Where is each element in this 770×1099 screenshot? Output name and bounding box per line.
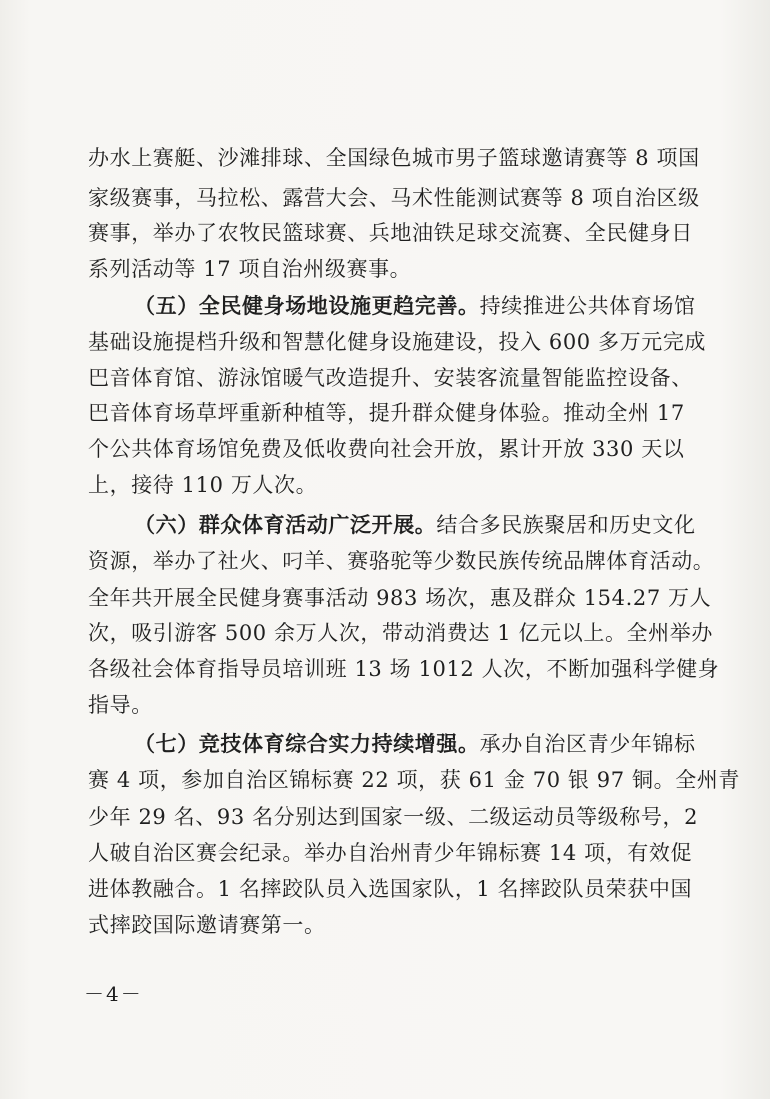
- text-line: 次，吸引游客 500 余万人次，带动消费达 1 亿元以上。全州举办: [88, 621, 713, 645]
- text-line: 各级社会体育指导员培训班 13 场 1012 人次，不断加强科学健身: [88, 657, 720, 681]
- section-heading-line: （七）竞技体育综合实力持续增强。承办自治区青少年锦标: [134, 731, 696, 756]
- text-line: 人破自治区赛会纪录。举办自治州青少年锦标赛 14 项，有效促: [88, 841, 693, 865]
- text-line: 巴音体育场草坪重新种植等，提升群众健身体验。推动全州 17: [88, 401, 685, 425]
- text-line: 个公共体育场馆免费及低收费向社会开放，累计开放 330 天以: [88, 437, 685, 461]
- text-line: 家级赛事，马拉松、露营大会、马术性能测试赛等 8 项自治区级: [88, 186, 700, 210]
- text-line: 系列活动等 17 项自治州级赛事。: [88, 257, 412, 281]
- text-line: 资源，举办了社火、叼羊、赛骆驼等少数民族传统品牌体育活动。: [88, 549, 715, 573]
- text-line: 少年 29 名、93 名分别达到国家一级、二级运动员等级称号，2: [88, 805, 699, 829]
- text-line: 进体教融合。1 名摔跤队员入选国家队，1 名摔跤队员荣获中国: [88, 877, 693, 901]
- section-heading-6: （六）群众体育活动广泛开展。: [134, 512, 437, 537]
- text-line: 式摔跤国际邀请赛第一。: [88, 913, 326, 937]
- text-line: 赛事，举办了农牧民篮球赛、兵地油铁足球交流赛、全民健身日: [88, 221, 693, 245]
- text-line: 巴音体育馆、游泳馆暖气改造提升、安装客流量智能监控设备、: [88, 366, 693, 390]
- section-heading-7: （七）竞技体育综合实力持续增强。: [134, 731, 480, 756]
- text-line: 赛 4 项，参加自治区锦标赛 22 项，获 61 金 70 银 97 铜。全州青: [88, 768, 740, 792]
- page-number: －4－: [84, 982, 143, 1006]
- text-line: 办水上赛艇、沙滩排球、全国绿色城市男子篮球邀请赛等 8 项国: [88, 146, 700, 170]
- text-line: 基础设施提档升级和智慧化健身设施建设，投入 600 多万元完成: [88, 330, 707, 354]
- text-line: 指导。: [88, 693, 153, 717]
- section-heading-line: （五）全民健身场地设施更趋完善。持续推进公共体育场馆: [134, 293, 696, 318]
- text-line: 上，接待 110 万人次。: [88, 473, 318, 497]
- section-heading-line: （六）群众体育活动广泛开展。结合多民族聚居和历史文化: [134, 512, 696, 537]
- section-heading-5: （五）全民健身场地设施更趋完善。: [134, 293, 480, 318]
- text-line: 全年共开展全民健身赛事活动 983 场次，惠及群众 154.27 万人: [88, 586, 712, 610]
